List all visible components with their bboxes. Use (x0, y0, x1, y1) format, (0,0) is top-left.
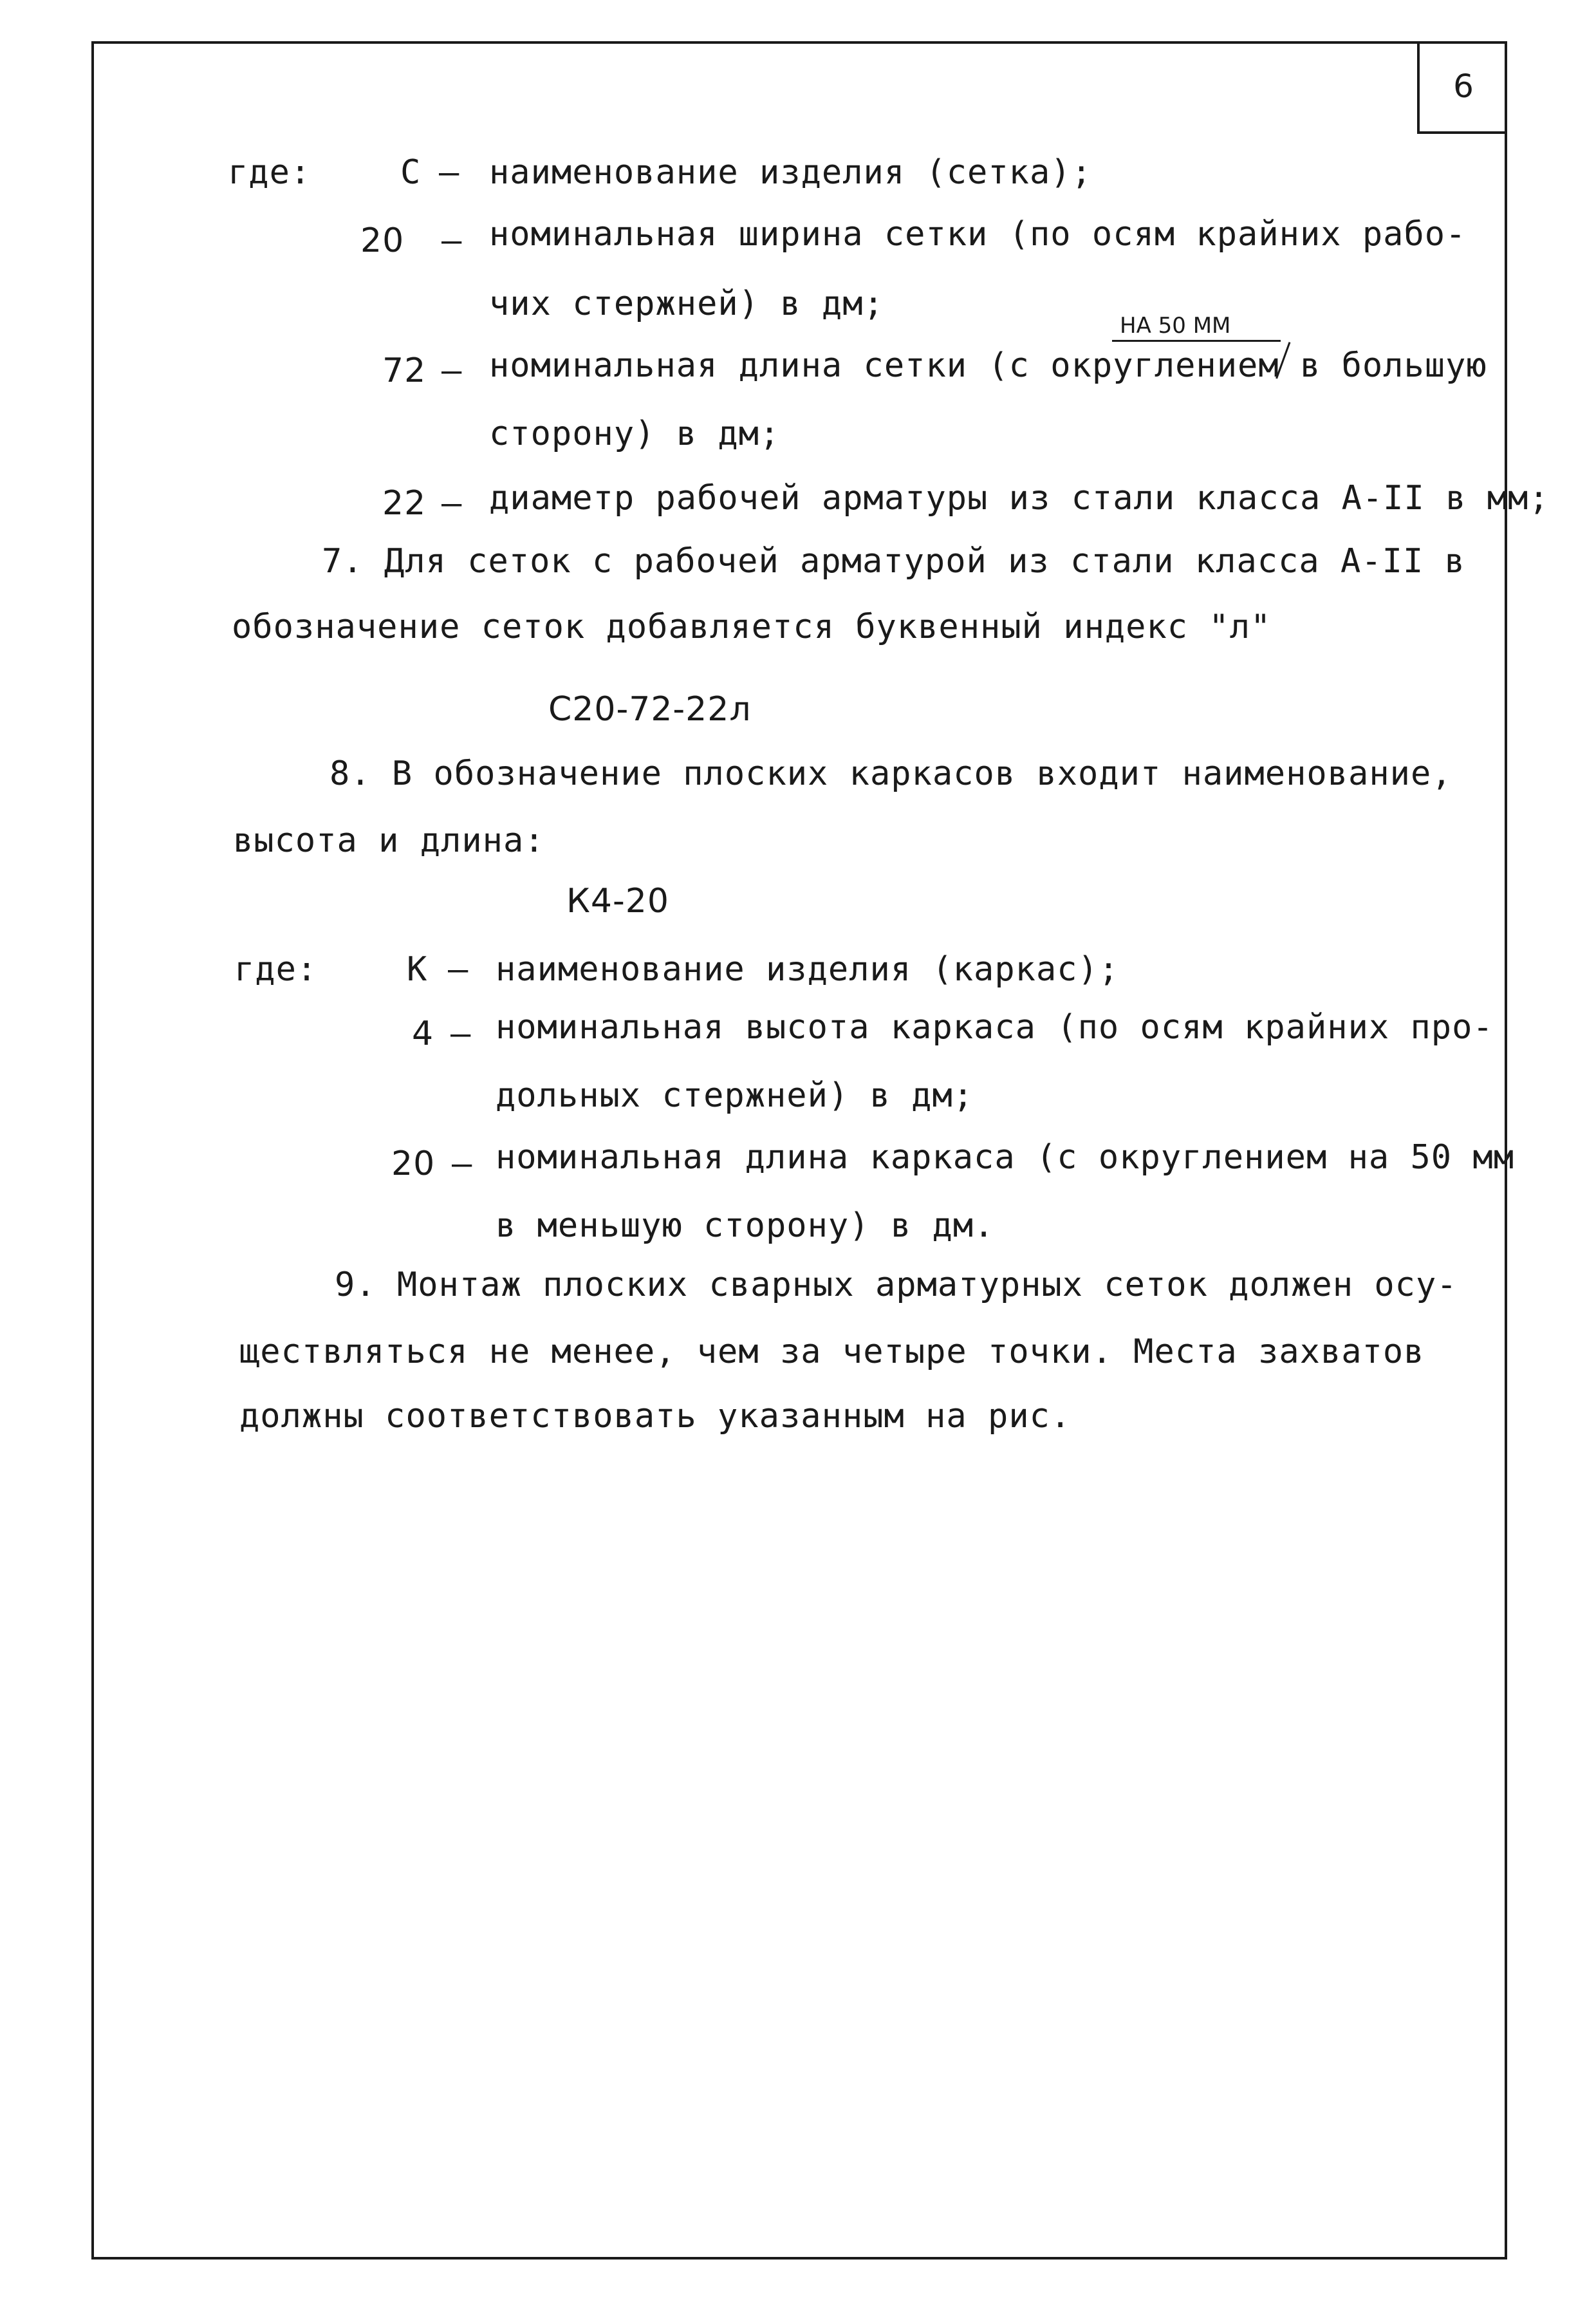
dash: – (441, 221, 463, 260)
code-k: К (407, 950, 428, 989)
item-9: 9. Монтаж плоских сварных арматурных сеток должен осу- (335, 1266, 1458, 1304)
text-line: номинальная длина сетки (с округлением в большую (489, 346, 1487, 385)
text-line: номинальная ширина сетки (по осям крайних рабо- (489, 215, 1467, 254)
dash: – (448, 950, 469, 989)
dash: – (452, 1145, 473, 1183)
text-line: наименование изделия (каркас); (496, 950, 1120, 989)
handwritten-note: НА 50 ММ (1120, 313, 1231, 339)
dash: – (441, 351, 463, 390)
item-8: 8. В обозначение плоских каркасов входит наименование, (329, 754, 1452, 793)
dash: – (450, 1015, 472, 1053)
text-line: обозначение сеток добавляется буквенный индекс "л" (232, 608, 1272, 646)
dash: – (439, 153, 460, 192)
text-line: в меньшую сторону) в дм. (496, 1206, 995, 1245)
text-line: сторону) в дм; (489, 415, 781, 453)
text-line: высота и длина: (233, 821, 545, 860)
code-20: 20 (360, 221, 405, 260)
text-line: наименование изделия (сетка); (489, 153, 1092, 192)
where-label: где: (234, 950, 318, 989)
designation-mesh: С20-72-22л (548, 690, 752, 729)
item-7: 7. Для сеток с рабочей арматурой из стали класса А-II в (322, 542, 1465, 581)
text-line: номинальная длина каркаса (с округлением на 50 мм (496, 1138, 1515, 1177)
note-overline (1112, 340, 1281, 342)
text-line: чих стержней) в дм; (489, 285, 884, 323)
code-20: 20 (391, 1145, 436, 1183)
text-line: дольных стержней) в дм; (496, 1076, 974, 1115)
text-line: диаметр рабочей арматуры из стали класса А-II в мм; (489, 479, 1550, 518)
page-number: 6 (1417, 41, 1507, 134)
where-label: где: (228, 153, 311, 192)
code-22: 22 (382, 484, 427, 523)
designation-frame: К4-20 (566, 882, 669, 921)
dash: – (441, 484, 463, 523)
text-line: номинальная высота каркаса (по осям крайних про- (496, 1008, 1494, 1047)
text-line: должны соответствовать указанным на рис. (239, 1397, 1072, 1436)
code-c: С (400, 153, 422, 192)
code-4: 4 (412, 1015, 434, 1053)
text-line: ществляться не менее, чем за четыре точки. Места захватов (239, 1333, 1425, 1371)
code-72: 72 (382, 351, 427, 390)
